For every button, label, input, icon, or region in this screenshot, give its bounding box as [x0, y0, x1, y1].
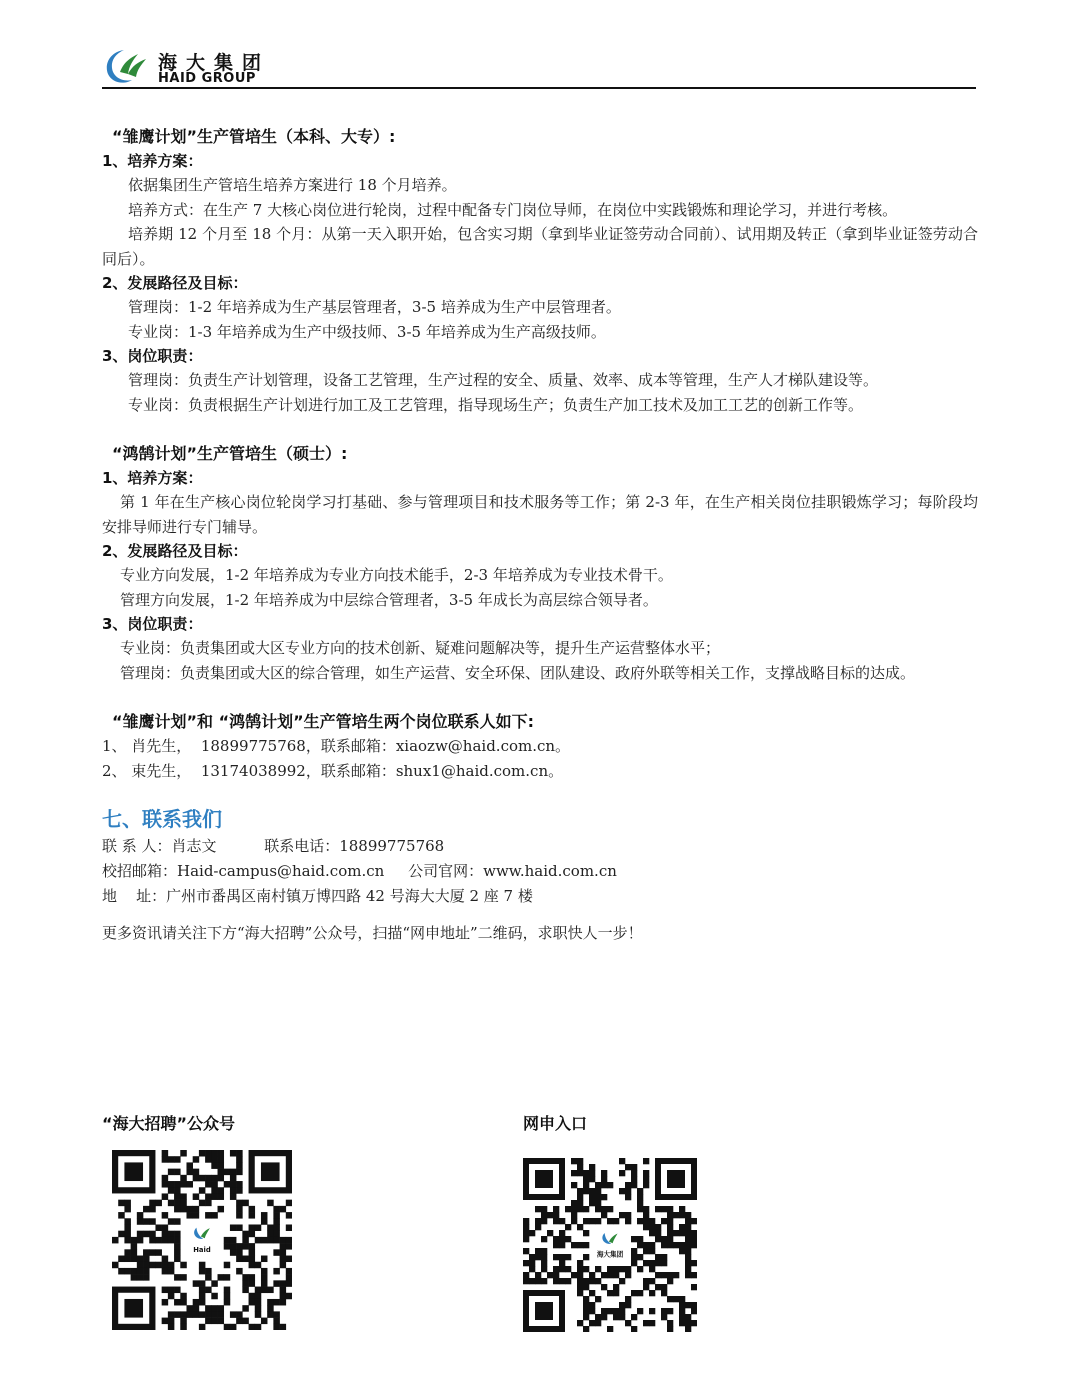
paragraph: 培养方式：在生产 7 大核心岗位进行轮岗，过程中配备专门岗位导师，在岗位中实践锻炼和理论学习，并进行考核。	[128, 200, 898, 219]
paragraph: 专业岗：负责根据生产计划进行加工及工艺管理，指导现场生产；负责生产加工技术及加工工艺的创新工作等。	[128, 395, 864, 414]
paragraph: 专业方向发展，1-2 年培养成为专业方向技术能手，2-3 年培养成为专业技术骨干。	[120, 566, 673, 584]
follow-note: 更多资讯请关注下方“海大招聘”公众号，扫描“网申地址”二维码，求职快人一步！	[102, 924, 643, 942]
subheading: 1、培养方案：	[102, 152, 203, 170]
svg-text:Haid: Haid	[193, 1245, 211, 1254]
contact-person-line: 联 系 人：肖志文 联系电话：18899775768	[102, 837, 445, 855]
paragraph: 专业岗：负责集团或大区专业方向的技术创新、疑难问题解决等，提升生产运营整体水平；	[120, 639, 721, 657]
qr-wechat-label: “海大招聘”公众号	[102, 1114, 236, 1133]
contact-us-heading: 七、联系我们	[102, 807, 222, 831]
paragraph: 第 1 年在生产核心岗位轮岗学习打基础、参与管理项目和技术服务等工作；第 2-3 年，在生产相关岗位挂职锻炼学习；每阶段均安排导师进行专门辅导。	[102, 493, 978, 536]
paragraph: 管理岗：负责生产计划管理，设备工艺管理，生产过程的安全、质量、效率、成本等管理，生产人才梯队建设等。	[128, 371, 879, 389]
page-header	[102, 44, 976, 90]
subheading: 1、培养方案：	[102, 469, 203, 487]
subheading: 2、发展路径及目标：	[102, 274, 248, 292]
spacer	[102, 784, 978, 804]
subheading: 2、发展路径及目标：	[102, 542, 248, 560]
qr-apply-block	[523, 1112, 587, 1136]
spacer	[102, 417, 978, 441]
contact-line: 2、 束先生， 13174038992，联系邮箱：shux1@haid.com.cn。	[102, 762, 564, 780]
contacts-title: “雏鹰计划”和 “鸿鹄计划”生产管培生两个岗位联系人如下:	[112, 712, 535, 731]
subheading: 3、岗位职责：	[102, 615, 203, 633]
email-website-line: 校招邮箱：Haid-campus@haid.com.cn 公司官网：www.haid.com.cn	[102, 862, 617, 880]
contact-line: 1、 肖先生， 18899775768，联系邮箱：xiaozw@haid.com.cn。	[102, 737, 571, 755]
paragraph: 管理岗：1-2 年培养成为生产基层管理者，3-5 培养成为生产中层管理者。	[128, 298, 621, 316]
apply-qr-code-icon[interactable]	[523, 1158, 697, 1332]
company-name-en: HAID GROUP	[158, 71, 256, 86]
paragraph: 管理方向发展，1-2 年培养成为中层综合管理者，3-5 年成长为高层综合领导者。	[120, 590, 658, 609]
haid-logo-icon	[102, 46, 150, 86]
spacer	[102, 909, 978, 921]
subheading: 3、岗位职责：	[102, 347, 203, 365]
qr-wechat-block	[102, 1112, 235, 1136]
header-divider	[102, 87, 976, 89]
wechat-qr-code-icon[interactable]	[112, 1150, 292, 1330]
qr-apply-label: 网申入口	[523, 1114, 588, 1133]
paragraph: 管理岗：负责集团或大区的综合管理，如生产运营、安全环保、团队建设、政府外联等相关工作，支撑战略目标的达成。	[120, 663, 916, 682]
paragraph: 培养期 12 个月至 18 个月：从第一天入职开始，包含实习期（拿到毕业证签劳动合同前）、试用期及转正（拿到毕业证签劳动合同后）。	[102, 225, 978, 268]
document-body	[102, 124, 978, 946]
paragraph: 专业岗：1-3 年培养成为生产中级技师、3-5 年培养成为生产高级技师。	[128, 322, 606, 341]
spacer	[102, 685, 978, 709]
svg-text:海大集团: 海大集团	[596, 1250, 624, 1259]
address-line: 地 址：广州市番禺区南村镇万博四路 42 号海大大厦 2 座 7 楼	[102, 887, 533, 905]
section-title-chuying: “雏鹰计划”生产管培生（本科、大专）:	[112, 127, 396, 146]
paragraph: 依据集团生产管培生培养方案进行 18 个月培养。	[128, 176, 457, 194]
section-title-honghu: “鸿鹄计划”生产管培生（硕士）:	[112, 444, 348, 463]
company-name-cn: 海大集团	[158, 52, 271, 74]
